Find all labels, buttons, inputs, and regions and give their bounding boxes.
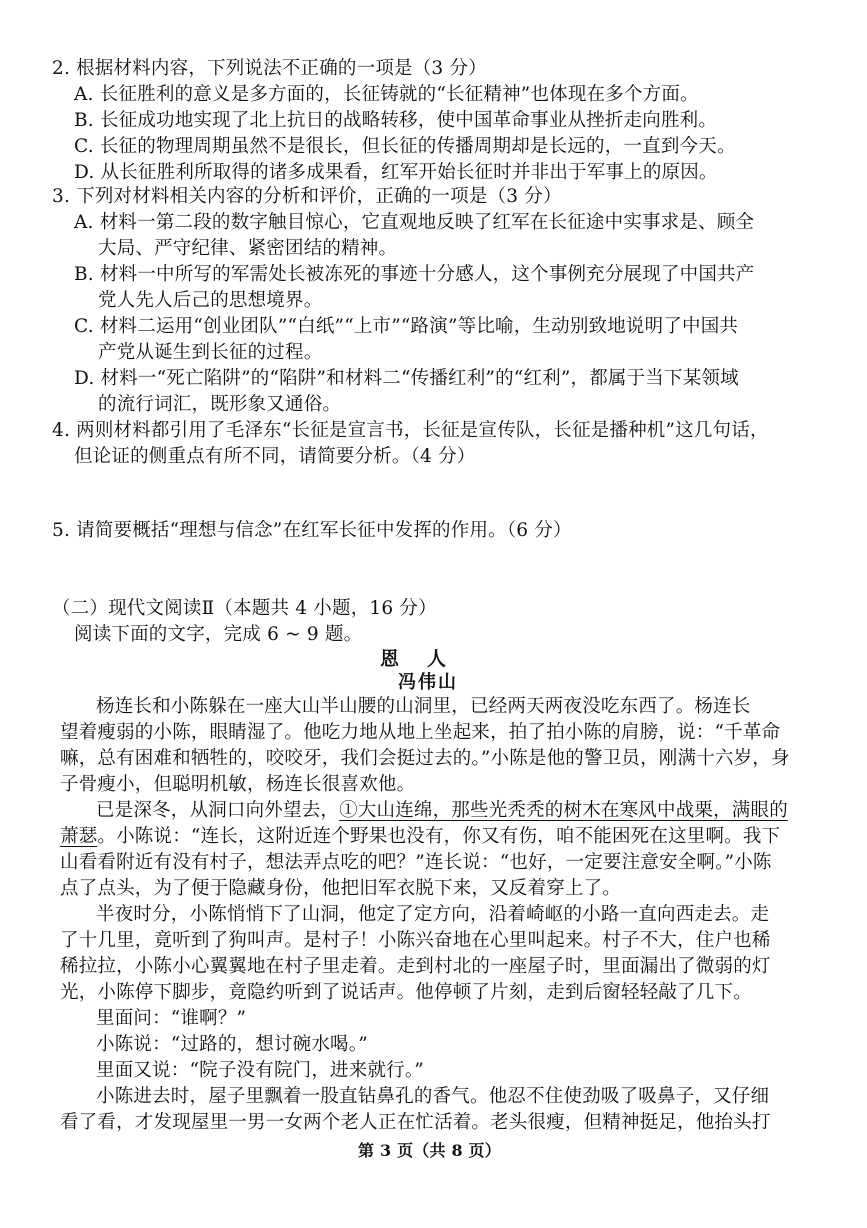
dialogue-line: 小陈说：“过路的，想讨碗水喝。” bbox=[96, 1034, 368, 1055]
story-line: 小陈进去时，屋子里飘着一股直钻鼻孔的香气。他忍不住使劲吸了吸鼻子，又仔细 bbox=[96, 1086, 770, 1107]
story-line: 半夜时分，小陈悄悄下了山洞，他定了定方向，沿着崎岖的小路一直向西走去。走 bbox=[96, 904, 770, 925]
story-text: 。小陈说：“连长，这附近连个野果也没有，你又有伤，咱不能困死在这里啊。我下 bbox=[97, 826, 781, 847]
q3-option-c: C. 材料二运用“创业团队”“白纸”“上市”“路演”等比喻，生动别致地说明了中国共 bbox=[74, 316, 739, 337]
story-line: 点了点头，为了便于隐藏身份，他把旧军衣脱下来，又反着穿上了。 bbox=[60, 878, 622, 899]
story-title: 恩人 bbox=[380, 648, 475, 670]
q2-stem: 2. 根据材料内容，下列说法不正确的一项是（3 分） bbox=[52, 58, 487, 79]
story-line: 杨连长和小陈躲在一座大山半山腰的山洞里，已经两天两夜没吃东西了。杨连长 bbox=[96, 696, 751, 717]
story-text: 已是深冬，从洞口向外望去， bbox=[96, 800, 340, 821]
dialogue-line: 里面问：“谁啊？” bbox=[96, 1008, 247, 1029]
story-line bbox=[60, 824, 780, 850]
q4-stem-cont: 但论证的侧重点有所不同，请简要分析。（4 分） bbox=[74, 446, 476, 467]
page-number: 第 3 页（共 8 页） bbox=[358, 1141, 501, 1160]
underlined-sentence-1-cont: 萧瑟 bbox=[60, 826, 98, 847]
story-author: 冯伟山 bbox=[398, 672, 458, 693]
underlined-sentence-1: ①大山连绵，那些光秃秃的树木在寒风中战栗，满眼的 bbox=[339, 800, 788, 821]
q2-option-d: D. 从长征胜利所取得的诸多成果看，红军开始长征时并非出于军事上的原因。 bbox=[74, 162, 718, 183]
q5-stem: 5. 请简要概括“理想与信念”在红军长征中发挥的作用。（6 分） bbox=[52, 520, 572, 541]
q4-stem: 4. 两则材料都引用了毛泽东“长征是宣言书，长征是宣传队，长征是播种机”这几句话， bbox=[52, 420, 769, 441]
story-line: 嘛，总有困难和牺牲的，咬咬牙，我们会挺过去的。”小陈是他的警卫员，刚满十六岁，身 bbox=[60, 748, 790, 769]
q3-option-b-cont: 党人先人后己的思想境界。 bbox=[98, 290, 323, 311]
story-line bbox=[96, 798, 788, 824]
story-line: 山看看附近有没有村子，想法弄点吃的吧？”连长说：“也好，一定要注意安全啊。”小陈 bbox=[60, 852, 772, 873]
q2-option-a: A. 长征胜利的意义是多方面的，长征铸就的“长征精神”也体现在多个方面。 bbox=[74, 84, 699, 105]
section-instruction: 阅读下面的文字，完成 6 ~ 9 题。 bbox=[74, 624, 363, 645]
q3-option-d: D. 材料一“死亡陷阱”的“陷阱”和材料二“传播红利”的“红利”，都属于当下某领域 bbox=[74, 368, 739, 389]
q3-option-c-cont: 产党从诞生到长征的过程。 bbox=[98, 342, 323, 363]
story-line: 稀拉拉，小陈小心翼翼地在村子里走着。走到村北的一座屋子时，里面漏出了微弱的灯 bbox=[60, 956, 771, 977]
story-line: 子骨瘦小，但聪明机敏，杨连长很喜欢他。 bbox=[60, 774, 416, 795]
story-line: 望着瘦弱的小陈，眼睛湿了。他吃力地从地上坐起来，拍了拍小陈的肩膀，说：“千革命 bbox=[60, 722, 781, 743]
q2-option-c: C. 长征的物理周期虽然不是很长，但长征的传播周期却是长远的，一直到今天。 bbox=[74, 136, 736, 157]
q3-option-d-cont: 的流行词汇，既形象又通俗。 bbox=[98, 394, 342, 415]
q3-option-b: B. 材料一中所写的军需处长被冻死的事迹十分感人，这个事例充分展现了中国共产 bbox=[74, 264, 755, 285]
q3-option-a: A. 材料一第二段的数字触目惊心，它直观地反映了红军在长征途中实事求是、顾全 bbox=[74, 212, 755, 233]
q3-stem: 3. 下列对材料相关内容的分析和评价，正确的一项是（3 分） bbox=[52, 186, 562, 207]
dialogue-line: 里面又说：“院子没有院门，进来就行。” bbox=[96, 1060, 424, 1081]
story-line: 看了看，才发现屋里一男一女两个老人正在忙活着。老头很瘦，但精神挺足，他抬头打 bbox=[60, 1112, 771, 1133]
story-line: 了十几里，竟听到了狗叫声。是村子！小陈兴奋地在心里叫起来。村子不大，住户也稀 bbox=[60, 930, 771, 951]
story-line: 光，小陈停下脚步，竟隐约听到了说话声。他停顿了片刻，走到后窗轻轻敲了几下。 bbox=[60, 982, 752, 1003]
q3-option-a-cont: 大局、严守纪律、紧密团结的精神。 bbox=[98, 238, 398, 259]
section-heading: （二）现代文阅读Ⅱ（本题共 4 小题，16 分） bbox=[52, 598, 437, 619]
q2-option-b: B. 长征成功地实现了北上抗日的战略转移，使中国革命事业从挫折走向胜利。 bbox=[74, 110, 718, 131]
